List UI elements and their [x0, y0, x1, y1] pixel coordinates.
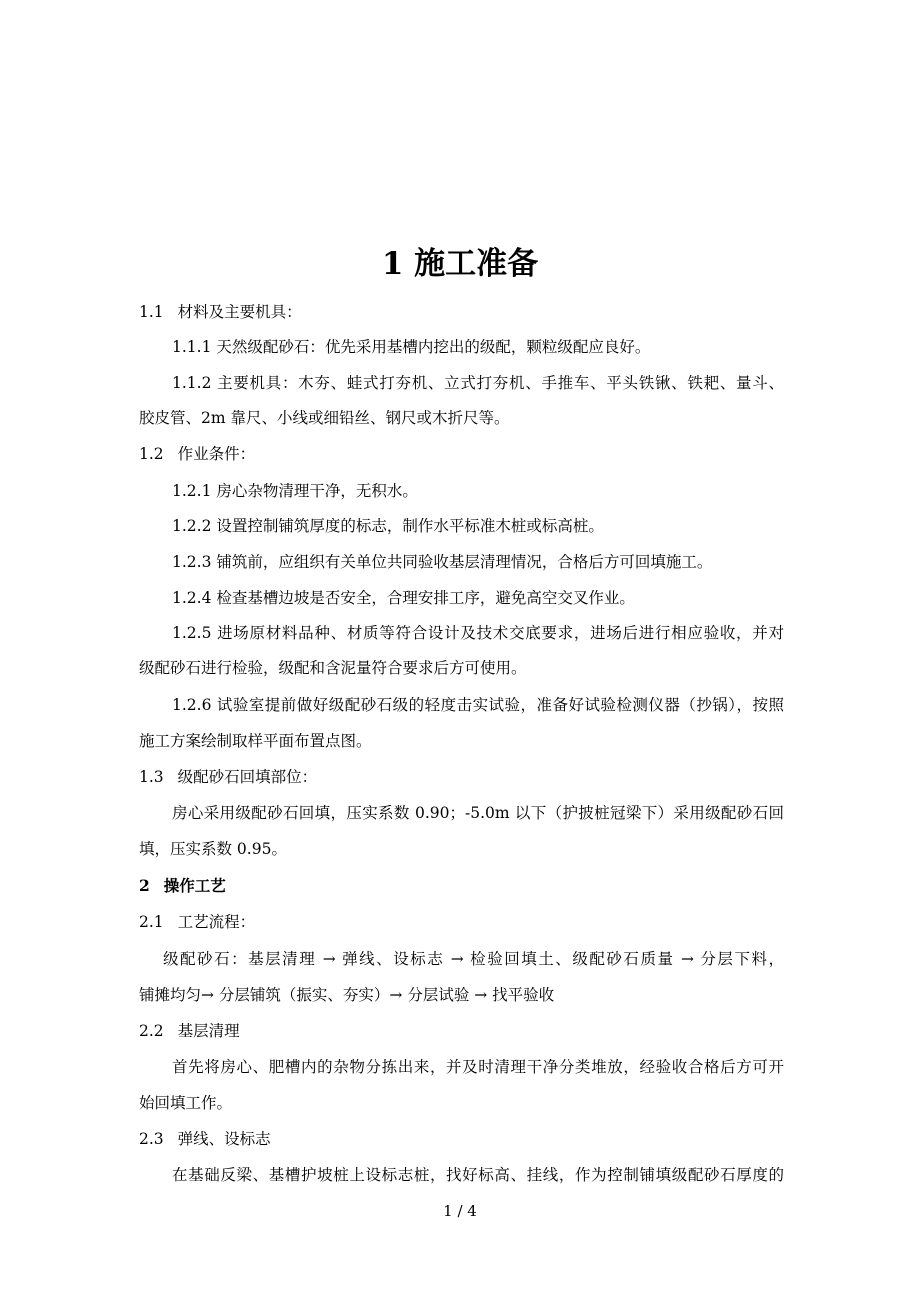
heading-number: 2.1 [139, 913, 164, 931]
heading-text: 基层清理 [177, 1022, 240, 1040]
paragraph-1-1-2-line1: 1.1.2 主要机具：木夯、蛙式打夯机、立式打夯机、手推车、平头铁锹、铁耙、量斗、 [172, 374, 784, 392]
heading-text: 作业条件： [177, 445, 256, 463]
heading-text: 弹线、设标志 [177, 1130, 271, 1148]
paragraph-1-2-6-line2: 施工方案绘制取样平面布置点图。 [139, 732, 372, 750]
heading-number: 1.1 [139, 303, 164, 321]
paragraph-2-1-line2: 铺摊均匀→ 分层铺筑（振实、夯实）→ 分层试验 → 找平验收 [139, 986, 555, 1004]
heading-text: 操作工艺 [163, 876, 226, 895]
heading-number: 2.2 [139, 1022, 164, 1040]
paragraph-2-3-line1: 在基础反梁、基槽护坡桩上设标志桩，找好标高、挂线，作为控制铺填级配砂石厚度的 [172, 1166, 784, 1184]
heading-1-2 [139, 443, 784, 465]
paragraph-2-2-line1: 首先将房心、肥槽内的杂物分拣出来，并及时清理干净分类堆放，经验收合格后方可开 [172, 1058, 784, 1076]
heading-2-3 [139, 1128, 784, 1150]
heading-2-1 [139, 911, 784, 933]
heading-1-3 [139, 766, 784, 788]
heading-text: 工艺流程： [177, 913, 256, 931]
heading-number: 2.3 [139, 1130, 164, 1148]
paragraph-1-1-1: 1.1.1 天然级配砂石：优先采用基槽内挖出的级配，颗粒级配应良好。 [172, 338, 651, 356]
heading-text: 材料及主要机具： [177, 303, 302, 321]
heading-number: 1.3 [139, 768, 164, 786]
paragraph-1-2-2: 1.2.2 设置控制铺筑厚度的标志，制作水平标准木桩或标高桩。 [172, 517, 604, 535]
paragraph-2-2-line2: 始回填工作。 [139, 1094, 233, 1112]
paragraph-1-2-5-line1: 1.2.5 进场原材料品种、材质等符合设计及技术交底要求，进场后进行相应验收，并对 [172, 624, 784, 642]
heading-1-1 [139, 301, 784, 323]
heading-number: 1.2 [139, 445, 164, 463]
paragraph-2-1-line1: 级配砂石：基层清理 → 弹线、设标志 → 检验回填土、级配砂石质量 → 分层下料， [163, 950, 784, 968]
paragraph-1-3-line2: 填，压实系数 0.95。 [139, 840, 287, 858]
paragraph-1-2-5-line2: 级配砂石进行检验，级配和含泥量符合要求后方可使用。 [139, 659, 527, 677]
paragraph-1-2-4: 1.2.4 检查基槽边坡是否安全，合理安排工序，避免高空交叉作业。 [172, 589, 635, 607]
heading-text: 级配砂石回填部位： [177, 768, 318, 786]
paragraph-1-3-line1: 房心采用级配砂石回填，压实系数 0.90；-5.0m 以下（护披桩冠梁下）采用级配砂石回 [172, 804, 784, 822]
paragraph-1-2-1: 1.2.1 房心杂物清理干净，无积水。 [172, 482, 418, 500]
paragraph-1-2-3: 1.2.3 铺筑前，应组织有关单位共同验收基层清理情况，合格后方可回填施工。 [172, 553, 713, 571]
paragraph-1-1-2-line2: 胶皮管、2m 靠尺、小线或细铅丝、钢尺或木折尺等。 [139, 409, 510, 427]
heading-2-2 [139, 1020, 784, 1042]
page-number: 1 / 4 [443, 1202, 477, 1220]
heading-2 [139, 875, 784, 897]
paragraph-1-2-6-line1: 1.2.6 试验室提前做好级配砂石级的轻度击实试验，准备好试验检测仪器（抄锅），按照 [172, 696, 784, 714]
section-title: 1 施工准备 [381, 246, 539, 282]
heading-number: 2 [139, 876, 150, 895]
